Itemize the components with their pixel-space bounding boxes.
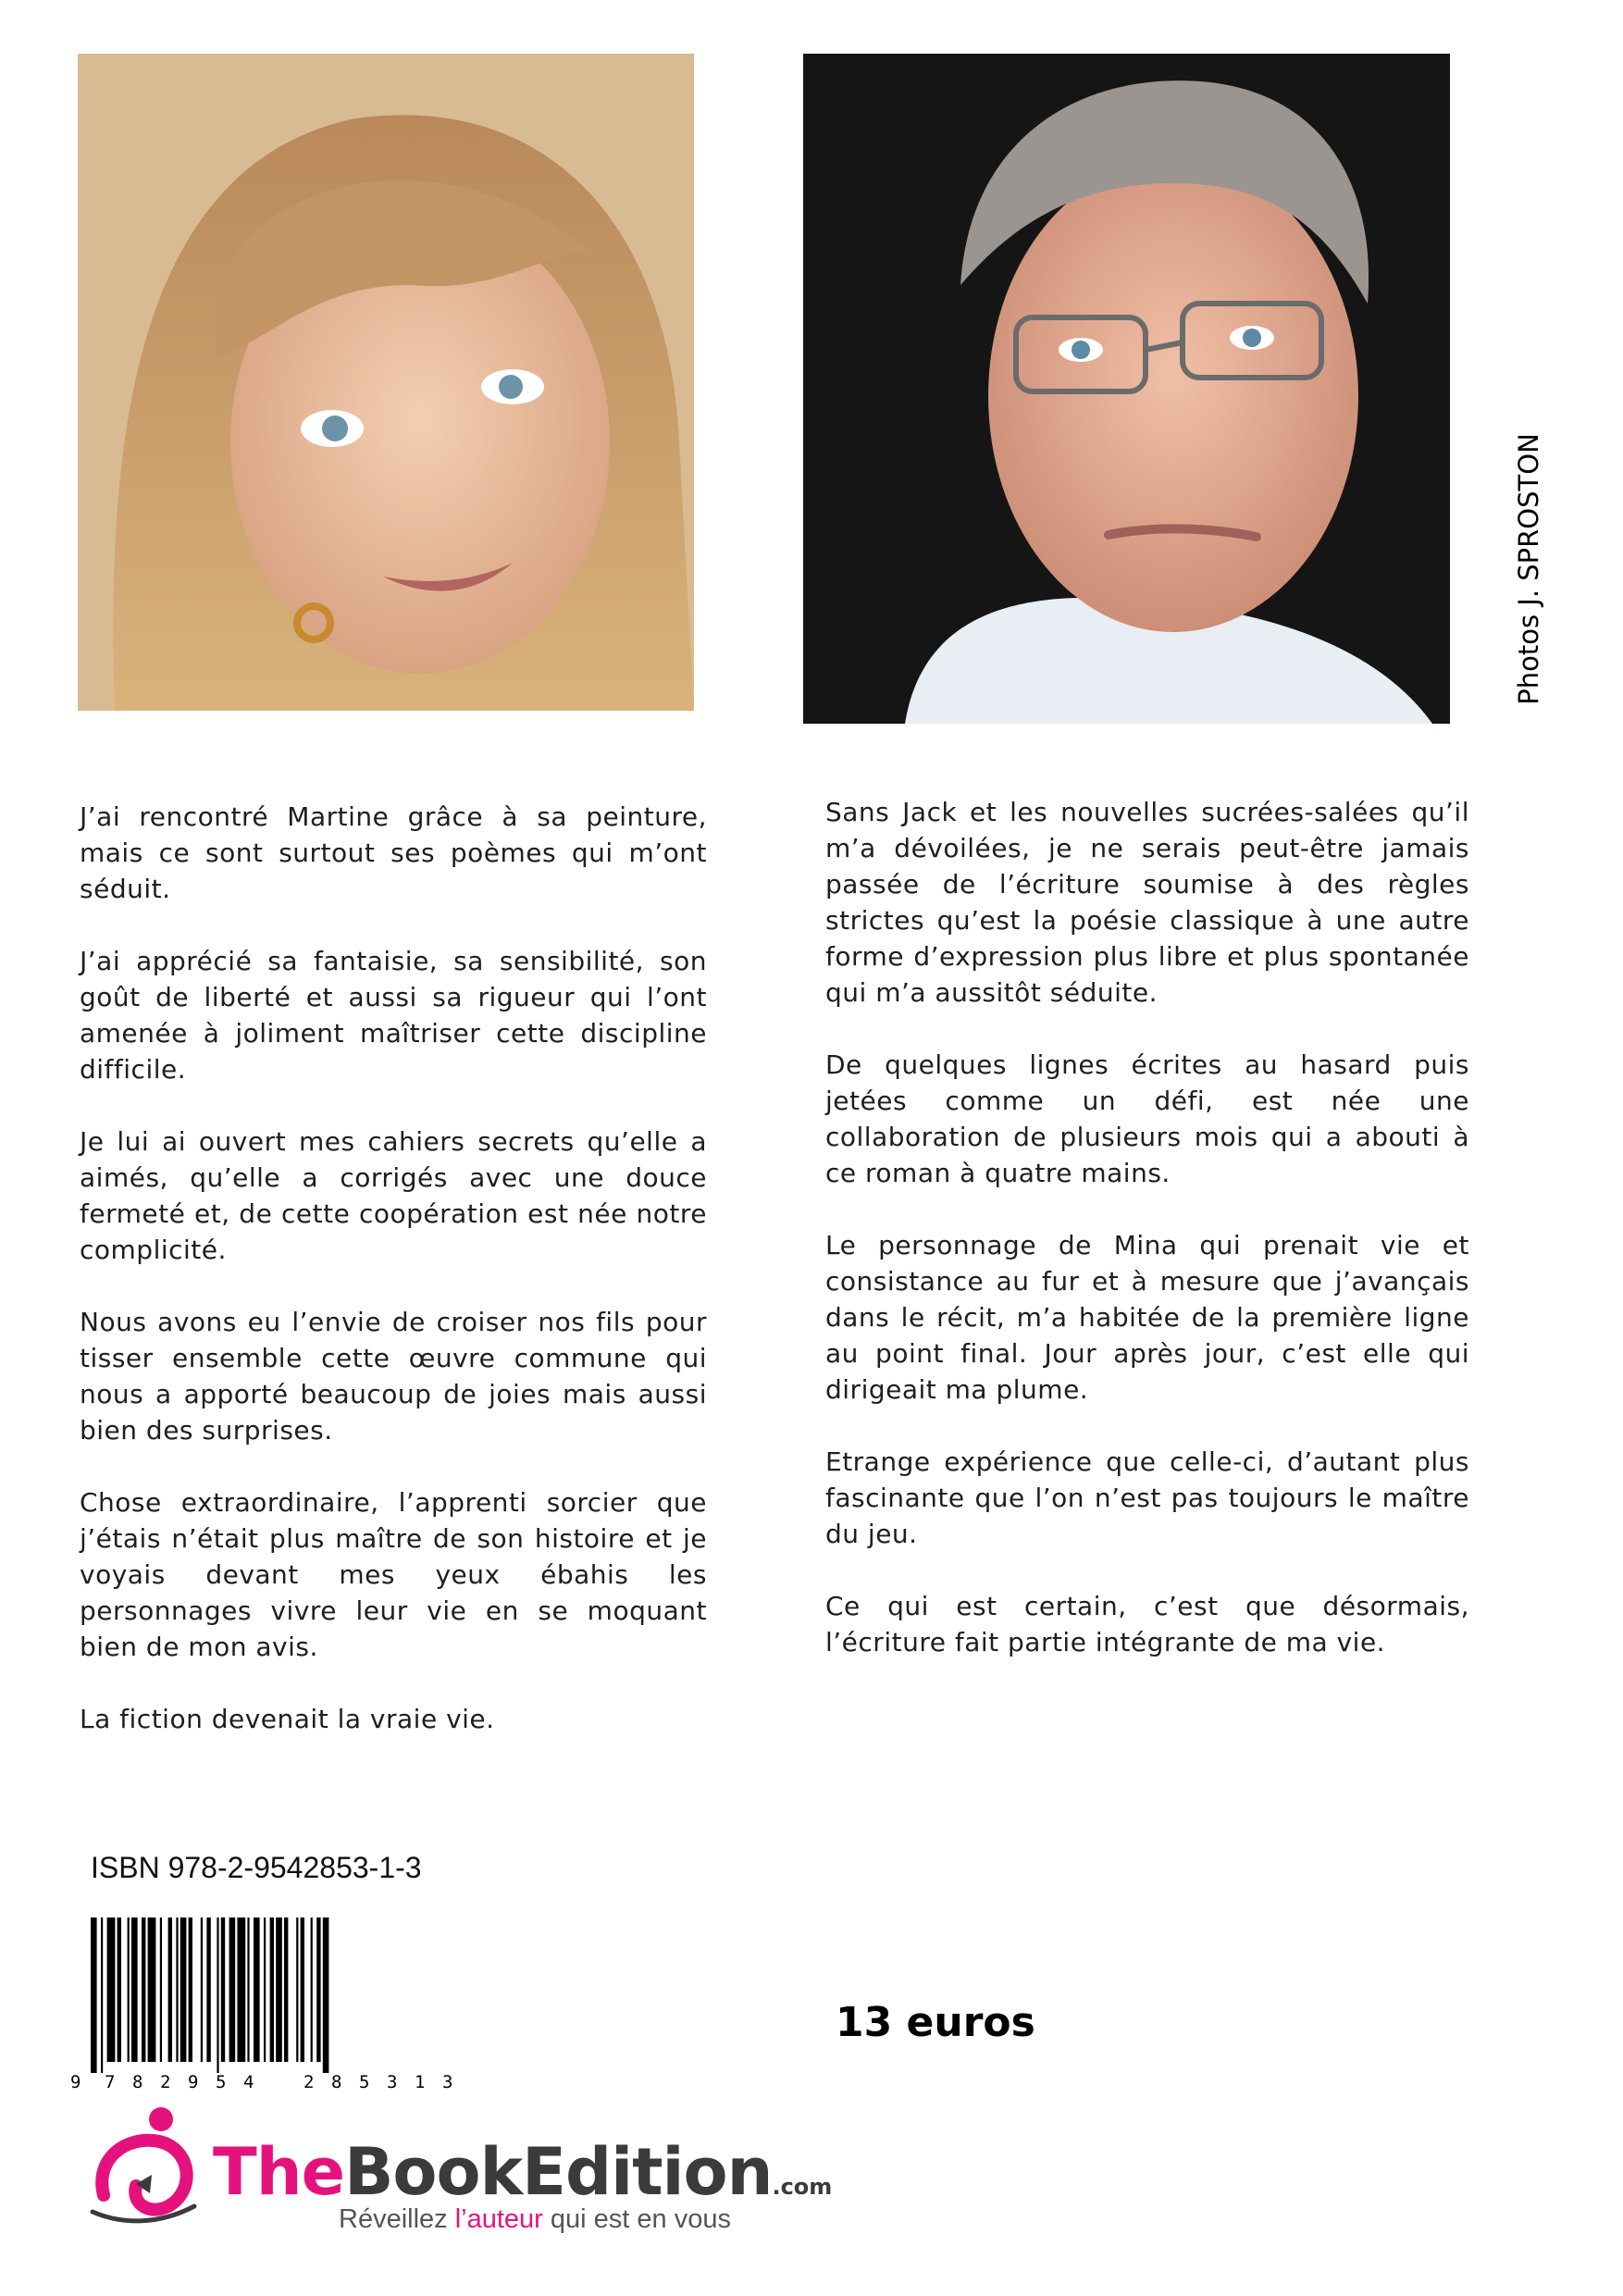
barcode-bar	[311, 1917, 313, 2062]
tagline-start: Réveillez	[339, 2204, 455, 2234]
barcode-digit: 2	[160, 2072, 171, 2092]
author-photo-jack	[803, 54, 1450, 724]
barcode-digit: 2	[304, 2072, 315, 2092]
man-portrait-illustration	[803, 54, 1450, 724]
paragraph: Nous avons eu l’envie de croiser nos fils pour tisser ensemble cette œuvre commune qui nous a apporté beaucoup de joies mais aussi bien des surprises.	[80, 1307, 707, 1446]
barcode-digit: 4	[243, 2072, 254, 2092]
paragraph: Sans Jack et les nouvelles sucrées-salées qu’il m’a dévoilées, je ne serais peut-être jamais passée de l’écriture soumise à des règles strictes qu’est la poésie classique à une autre forme d’expression plus libre et plus spontanée qui m’a aussitôt séduite.	[825, 797, 1469, 1008]
barcode-bar	[160, 1917, 162, 2062]
barcode-digit: 9	[70, 2072, 81, 2092]
barcode-bar	[316, 1917, 320, 2062]
barcode-bar	[296, 1917, 298, 2062]
barcode-bar	[276, 1917, 282, 2062]
barcode-bar	[206, 1917, 210, 2062]
barcode-digit: 5	[216, 2072, 227, 2092]
paragraph: Etrange expérience que celle-ci, d’autant plus fascinante que l’on n’est pas toujours le maître du jeu.	[825, 1446, 1469, 1549]
tagline-end: qui est en vous	[542, 2204, 731, 2234]
barcode-digit: 5	[359, 2072, 370, 2092]
barcode-bar	[301, 1917, 304, 2062]
author-photo-martine	[78, 54, 694, 711]
paragraph: Le personnage de Mina qui prenait vie et consistance au fur et à mesure que j’avançais dans le récit, m’a habitée de la première ligne au point final. Jour après jour, c’est elle qui dirigeait ma plume.	[825, 1230, 1469, 1405]
text-column-right	[825, 794, 1469, 1696]
barcode-digit: 1	[415, 2072, 426, 2092]
barcode-bar	[128, 1917, 130, 2062]
barcode-bars	[91, 1917, 328, 2073]
barcode	[63, 1917, 494, 2093]
paragraph: J’ai rencontré Martine grâce à sa peinture, mais ce sont surtout ses poèmes qui m’ont séduit.	[80, 801, 707, 904]
barcode-bar	[237, 1917, 245, 2062]
paragraph: La fiction devenait la vraie vie.	[80, 1704, 495, 1734]
woman-portrait-illustration	[78, 54, 694, 711]
barcode-bar	[247, 1917, 249, 2062]
barcode-bar	[176, 1917, 178, 2062]
logo-figure-icon	[85, 2103, 215, 2232]
barcode-bar	[323, 1917, 329, 2073]
barcode-bar	[101, 1917, 103, 2073]
logo-the: The	[213, 2134, 345, 2210]
tagline-accent: l’auteur	[454, 2204, 543, 2234]
barcode-bar	[180, 1917, 187, 2062]
paragraph: De quelques lignes écrites au hasard puis jetées comme un défi, est née une collaboration de plusieurs mois qui a abouti à ce roman à quatre mains.	[825, 1049, 1469, 1188]
barcode-bar	[142, 1917, 145, 2062]
barcode-bar	[270, 1917, 274, 2062]
barcode-bar	[118, 1917, 121, 2062]
barcode-bar	[131, 1917, 138, 2062]
barcode-bar	[229, 1917, 236, 2062]
logo-bookedition: BookEdition	[344, 2134, 773, 2210]
barcode-bar	[107, 1917, 116, 2062]
barcode-digit: 9	[188, 2072, 199, 2092]
barcode-digit: 8	[331, 2072, 342, 2092]
barcode-bar	[254, 1917, 260, 2062]
barcode-digit: 3	[442, 2072, 453, 2092]
paragraph: Ce qui est certain, c’est que désormais, l’écriture fait partie intégrante de ma vie.	[825, 1591, 1469, 1657]
barcode-bar	[189, 1917, 192, 2062]
isbn-label: ISBN 978-2-9542853-1-3	[91, 1851, 422, 1884]
paragraph: Je lui ai ouvert mes cahiers secrets qu’elle a aimés, qu’elle a corrigés avec une douce fermeté et, de cette coopération est née notre complicité.	[80, 1126, 707, 1265]
barcode-bar	[148, 1917, 156, 2062]
barcode-bar	[201, 1917, 203, 2062]
paragraph: J’ai apprécié sa fantaisie, sa sensibilité, son goût de liberté et aussi sa rigueur qui l’ont amenée à joliment maîtriser cette discipline difficile.	[80, 946, 707, 1085]
barcode-digit: 8	[132, 2072, 143, 2092]
thebookedition-logo	[85, 2103, 844, 2232]
logo-tagline	[339, 2204, 731, 2235]
barcode-digit: 7	[105, 2072, 116, 2092]
barcode-bar	[91, 1917, 97, 2073]
barcode-digit: 3	[387, 2072, 398, 2092]
barcode-bar	[264, 1917, 266, 2062]
barcode-bar	[168, 1917, 172, 2062]
paragraph: Chose extraordinaire, l’apprenti sorcier que j’étais n’était plus maître de son histoire et je voyais devant mes yeux ébahis les personnages vivre leur vie en se moquant bien de mon avis.	[80, 1487, 707, 1662]
price-label: 13 euros	[836, 1999, 1035, 2046]
barcode-bar	[221, 1917, 225, 2062]
logo-dotcom: .com	[772, 2174, 833, 2200]
barcode-bar	[284, 1917, 288, 2062]
barcode-bar	[217, 1917, 218, 2073]
photo-credit	[1510, 407, 1547, 731]
text-column-left	[80, 799, 707, 1773]
photo-credit-text: Photos J. SPROSTON	[1513, 433, 1544, 705]
